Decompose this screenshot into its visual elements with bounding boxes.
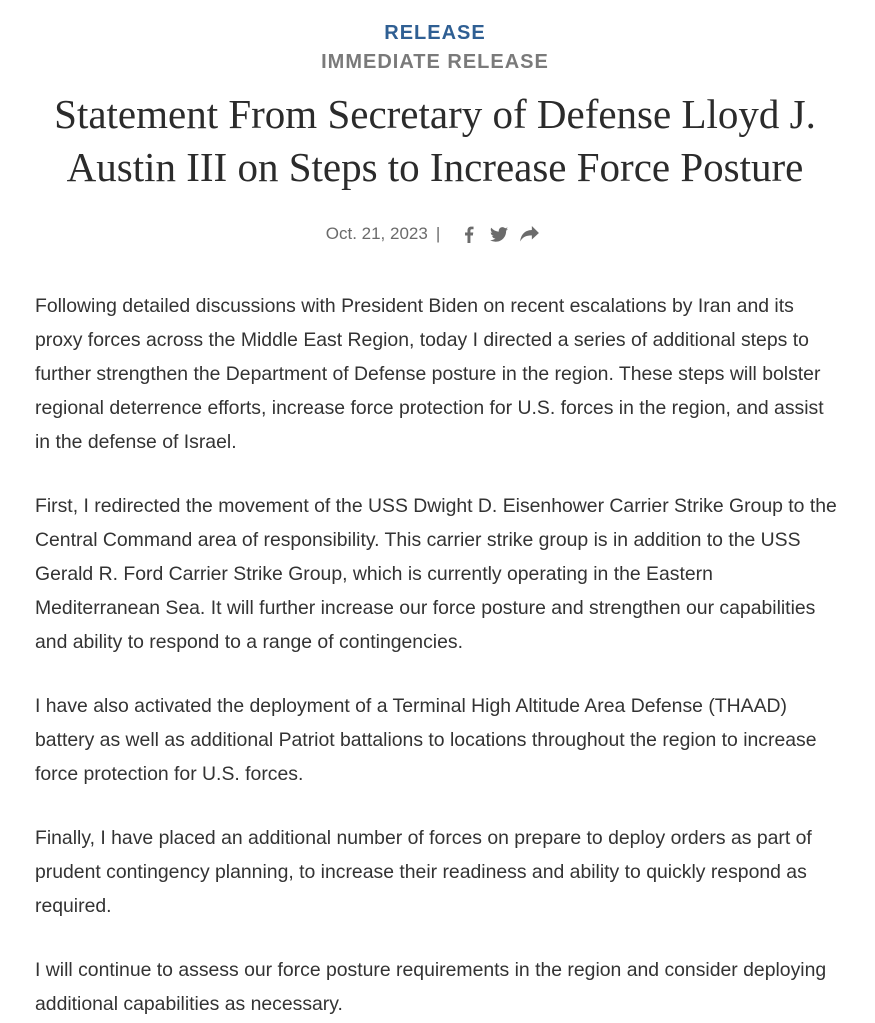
article-paragraph: First, I redirected the movement of the USS Dwight D. Eisenhower Carrier Strike Group to the Central Command area of responsibility. This carrier strike group is in addition to the USS Gerald R. Ford Carrier Strike Group, which is currently operating in the Eastern Mediterranean Sea. It will further increase our force posture and strengthen our capabilities and ability to respond to a range of contingencies.	[35, 495, 837, 653]
meta-separator: |	[435, 224, 441, 243]
article-paragraph: Finally, I have placed an additional number of forces on prepare to deploy orders as part of prudent contingency planning, to increase their readiness and ability to quickly respond as required.	[35, 827, 812, 917]
twitter-icon[interactable]	[488, 223, 510, 245]
article-paragraph: I have also activated the deployment of a Terminal High Altitude Area Defense (THAAD) battery as well as additional Patriot battalions to locations throughout the region to increase force protection for U.S. forces.	[35, 695, 817, 785]
article-paragraph: I will continue to assess our force posture requirements in the region and consider deploying additional capabilities as necessary.	[35, 959, 827, 1015]
publish-date: Oct. 21, 2023	[325, 224, 428, 243]
article-paragraph: Following detailed discussions with President Biden on recent escalations by Iran and its proxy forces across the Middle East Region, today I directed a series of additional steps to further strengthen the Department of Defense posture in the region. These steps will bolster regional deterrence efforts, increase force protection for U.S. forces in the region, and assist in the defense of Israel.	[35, 295, 824, 453]
page-title: Statement From Secretary of Defense Lloyd J. Austin III on Steps to Increase Force Posture	[54, 91, 816, 190]
article-body	[35, 289, 843, 1023]
article-meta	[0, 222, 870, 246]
share-icon[interactable]	[518, 223, 540, 245]
facebook-icon[interactable]	[458, 223, 480, 245]
category-label: RELEASE	[384, 22, 486, 44]
subcategory-label: IMMEDIATE RELEASE	[321, 51, 549, 73]
